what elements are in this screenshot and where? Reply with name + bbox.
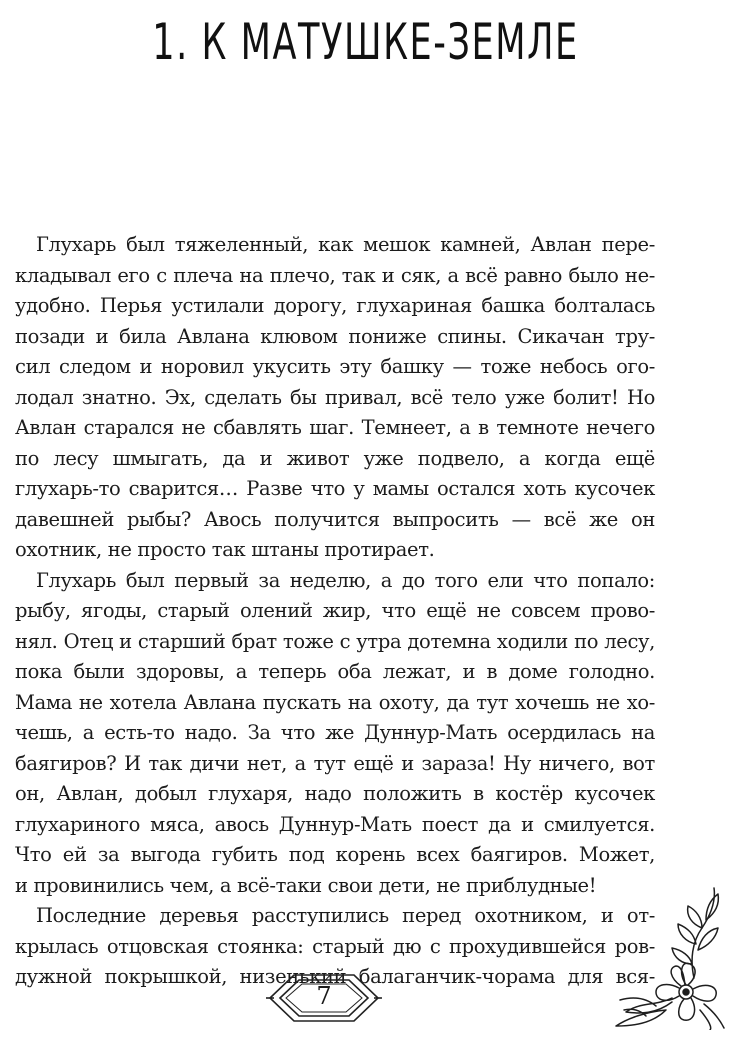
page-number: 7	[316, 982, 332, 1010]
text-line: и провинились чем, а всё-таки свои дети, не приблудные!	[15, 873, 597, 897]
text-line: Глухарь был тяжеленный, как мешок камней, Авлан пере-	[36, 233, 655, 256]
paragraph	[15, 230, 655, 566]
text-line: Последние деревья расступились перед охотником, и от-	[36, 904, 655, 927]
flower-ornament-icon	[606, 880, 726, 1030]
page-number-ornament	[266, 967, 382, 1029]
text-line: он, Авлан, добыл глухаря, надо положить в костёр кусочек	[15, 782, 655, 805]
text-line: глухариного мяса, авось Дуннур-Мать поест да и смилуется.	[15, 812, 655, 836]
text-line: баягиров? И так дичи нет, а тут ещё и зараза! Ну ничего, вот	[15, 751, 655, 775]
text-line: сил следом и норовил укусить эту башку — тоже небось ого-	[15, 355, 655, 378]
text-line: пока были здоровы, а теперь оба лежат, и в доме голодно.	[15, 660, 655, 683]
text-line: лодал знатно. Эх, сделать бы привал, всё тело уже болит! Но	[15, 385, 655, 409]
paragraph	[15, 566, 655, 902]
text-line: рыбу, ягоды, старый олений жир, что ещё не совсем прово-	[15, 599, 655, 622]
text-line: Что ей за выгода губить под корень всех баягиров. Может,	[15, 843, 655, 866]
text-line: кладывал его с плеча на плечо, так и сяк, а всё равно было не-	[15, 263, 655, 287]
text-line: Мама не хотела Авлана пускать на охоту, да тут хочешь не хо-	[15, 690, 655, 714]
chapter-body	[15, 230, 655, 993]
text-line: удобно. Перья устилали дорогу, глухариная башка болталась	[15, 294, 655, 317]
text-line: дужной покрышкой, низенький балаганчик-чорама для вся-	[15, 965, 655, 988]
text-line: нял. Отец и старший брат тоже с утра дотемна ходили по лесу,	[15, 629, 655, 653]
text-line: Авлан старался не сбавлять шаг. Темнеет, а в темноте нечего	[15, 416, 655, 439]
text-line: охотник, не просто так штаны протирает.	[15, 538, 435, 561]
text-line: позади и била Авлана клювом пониже спины. Сикачан тру-	[15, 324, 655, 348]
text-line: по лесу шмыгать, да и живот уже подвело, а когда ещё	[15, 446, 655, 470]
text-line: давешней рыбы? Авось получится выпросить — всё же он	[15, 507, 655, 531]
text-line: глухарь-то сварится… Разве что у мамы остался хоть кусочек	[15, 477, 655, 500]
text-line: крылась отцовская стоянка: старый дю с прохудившейся ров-	[15, 934, 655, 958]
chapter-title: 1. К МАТУШКЕ-ЗЕМЛЕ	[152, 13, 579, 71]
text-line: Глухарь был первый за неделю, а до того ели что попало:	[36, 568, 655, 592]
text-line: чешь, а есть-то надо. За что же Дуннур-Мать осердилась на	[15, 721, 655, 744]
